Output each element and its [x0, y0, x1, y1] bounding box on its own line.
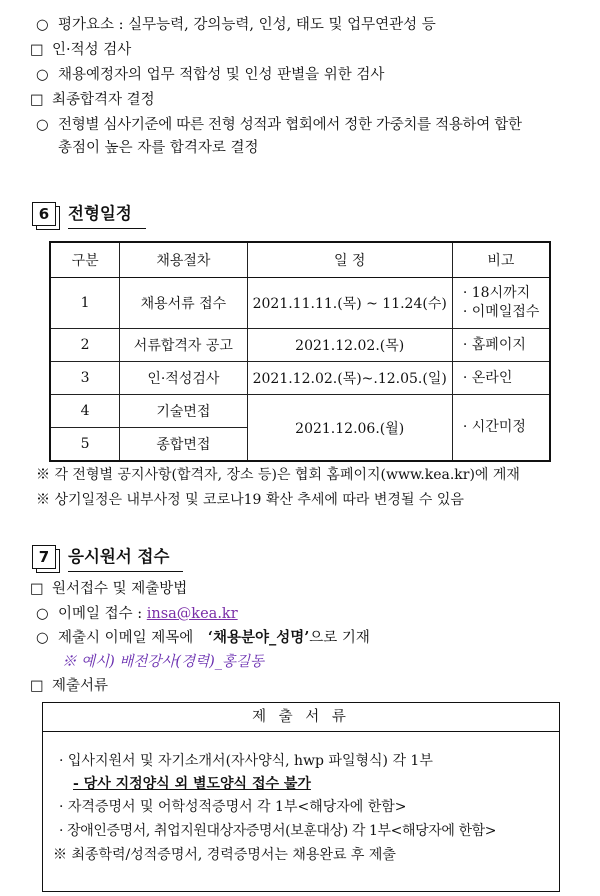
row-note: · 시간미정 — [452, 395, 550, 462]
item-text: 평가요소 : 실무능력, 강의능력, 인성, 태도 및 업무연관성 등 — [58, 17, 436, 33]
square-bullet-icon: □ — [30, 42, 44, 58]
list-item — [36, 114, 522, 136]
circle-bullet-icon: ○ — [36, 117, 49, 133]
column-header: 채용절차 — [120, 242, 247, 278]
section-title: 전형일정 — [68, 200, 146, 229]
column-header: 구분 — [50, 242, 120, 278]
list-item — [30, 675, 108, 697]
list-item — [30, 39, 131, 61]
section-number: 7 — [32, 545, 56, 569]
list-item — [36, 14, 436, 36]
item-text: 제출시 이메일 제목에 — [58, 630, 198, 646]
note-line: · 18시까지 — [462, 285, 531, 301]
section-number: 6 — [32, 202, 56, 226]
item-text: 제출서류 — [52, 678, 109, 694]
table-row — [50, 278, 550, 329]
section-title: 응시원서 접수 — [68, 543, 183, 572]
row-step: 기술면접 — [120, 395, 247, 428]
list-item — [30, 89, 155, 111]
column-header: 비고 — [452, 242, 550, 278]
item-text: 전형별 심사기준에 따른 전형 성적과 협회에서 정한 가중치를 적용하여 합한 — [58, 117, 522, 133]
row-note: · 홈페이지 — [452, 329, 550, 362]
row-date: 2021.12.02.(목)~.12.05.(일) — [247, 362, 452, 395]
item-text: 으로 기재 — [309, 630, 370, 646]
list-item — [36, 64, 384, 86]
document-item: · 장애인증명서, 취업지원대상자증명서(보훈대상) 각 1부<해당자에 한함> — [59, 823, 497, 839]
circle-bullet-icon: ○ — [36, 606, 49, 622]
square-bullet-icon: □ — [30, 678, 44, 694]
item-text: 채용예정자의 업무 적합성 및 인성 판별을 위한 검사 — [58, 67, 385, 83]
circle-bullet-icon: ○ — [36, 17, 49, 33]
item-text: 최종합격자 결정 — [52, 92, 155, 108]
row-number: 1 — [50, 278, 120, 329]
item-text: 총점이 높은 자를 합격자로 결정 — [58, 140, 259, 156]
table-row — [50, 362, 550, 395]
document-item: · 자격증명서 및 어학성적증명서 각 1부<해당자에 한함> — [59, 799, 407, 815]
table-header-row — [50, 242, 550, 278]
table-row — [50, 329, 550, 362]
row-number: 5 — [50, 428, 120, 462]
square-bullet-icon: □ — [30, 92, 44, 108]
section-header-6 — [32, 200, 146, 229]
list-item-continuation — [58, 137, 259, 159]
document-item: · 입사지원서 및 자기소개서(자사양식, hwp 파일형식) 각 1부 — [59, 753, 433, 769]
document-warning: - 당사 지정양식 외 별도양식 접수 불가 — [73, 776, 311, 792]
documents-box-title: 제 출 서 류 — [43, 703, 559, 732]
row-date: 2021.12.06.(월) — [247, 395, 452, 462]
row-number: 2 — [50, 329, 120, 362]
table-note: ※ 각 전형별 공지사항(합격자, 장소 등)은 협회 홈페이지(www.kea.kr)에 게재 — [36, 467, 520, 483]
row-date: 2021.12.02.(목) — [247, 329, 452, 362]
square-bullet-icon: □ — [30, 581, 44, 597]
item-text: 인·적성 검사 — [52, 42, 132, 58]
row-number: 4 — [50, 395, 120, 428]
row-number: 3 — [50, 362, 120, 395]
item-text: 이메일 접수 : — [58, 606, 147, 622]
table-note: ※ 상기일정은 내부사정 및 코로나19 확산 추세에 따라 변경될 수 있음 — [36, 492, 464, 508]
row-note: · 온라인 — [452, 362, 550, 395]
subject-format: ‘채용분야_성명’ — [207, 629, 310, 646]
table-row — [50, 395, 550, 428]
row-note — [452, 278, 550, 329]
list-item — [36, 627, 370, 649]
circle-bullet-icon: ○ — [36, 67, 49, 83]
example-note: ※ 예시) 배전강사(경력)_홍길동 — [62, 654, 265, 670]
row-step: 종합면접 — [120, 428, 247, 462]
list-item — [30, 578, 187, 600]
documents-box — [42, 702, 560, 892]
section-header-7 — [32, 543, 183, 572]
column-header: 일 정 — [247, 242, 452, 278]
list-item — [36, 603, 238, 625]
row-step: 인·적성검사 — [120, 362, 247, 395]
item-text: 원서접수 및 제출방법 — [52, 581, 188, 597]
note-line: · 이메일접수 — [462, 304, 540, 320]
email-link[interactable]: insa@kea.kr — [146, 606, 238, 622]
circle-bullet-icon: ○ — [36, 630, 49, 646]
row-step: 서류합격자 공고 — [120, 329, 247, 362]
row-date: 2021.11.11.(목) ~ 11.24(수) — [247, 278, 452, 329]
row-step: 채용서류 접수 — [120, 278, 247, 329]
schedule-table — [49, 241, 551, 462]
document-note: ※ 최종학력/성적증명서, 경력증명서는 채용완료 후 제출 — [53, 847, 396, 863]
